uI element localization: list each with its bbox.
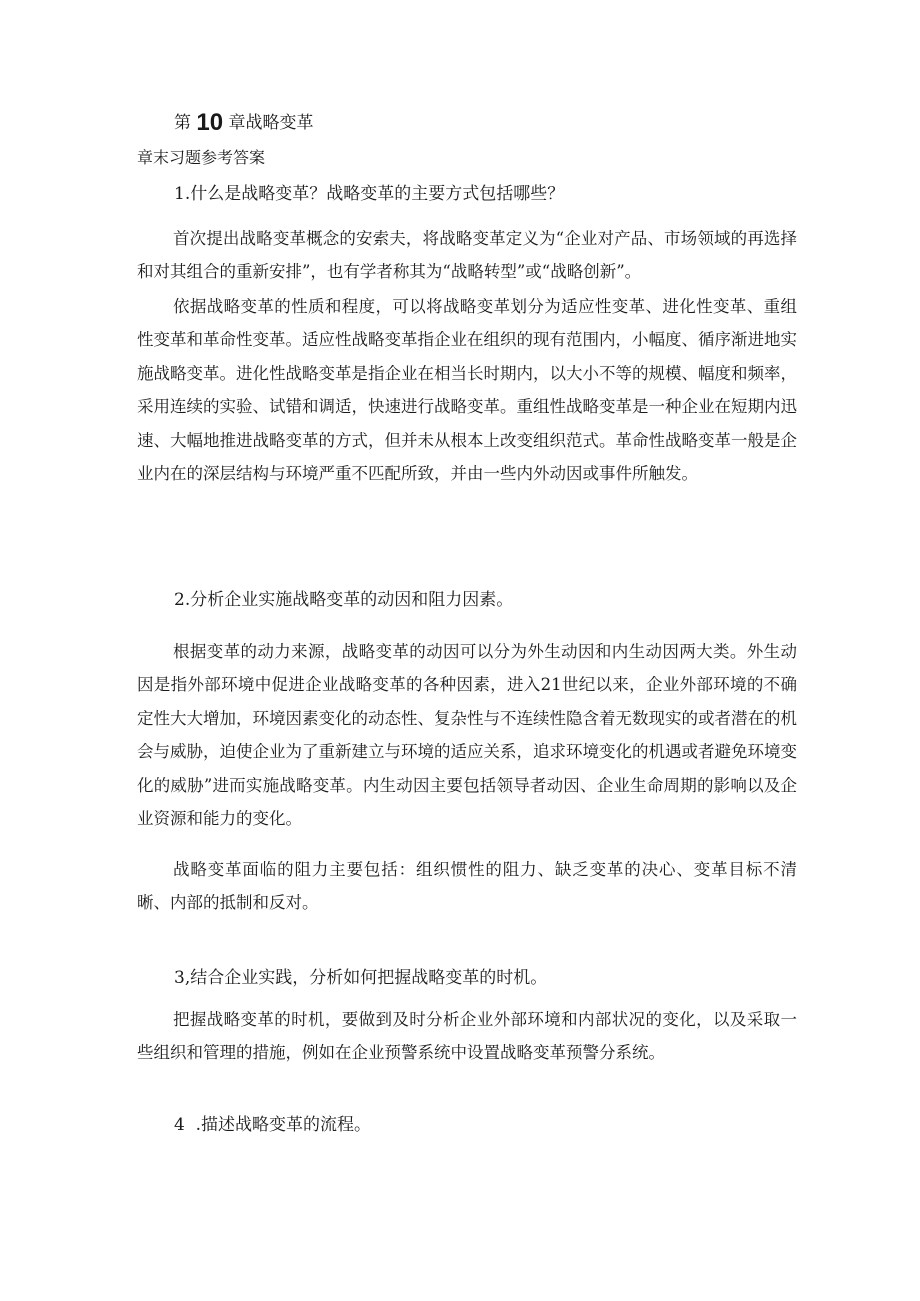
chapter-title: [174, 108, 314, 138]
question-4: 4 .描述战略变革的流程。: [174, 1115, 372, 1135]
question-3: 3,结合企业实践，分析如何把握战略变革的时机。: [174, 968, 548, 988]
question-1: 1.什么是战略变革？战略变革的主要方式包括哪些？: [174, 184, 565, 204]
answer-1-paragraph-1: 首次提出战略变革概念的安索夫，将战略变革定义为“企业对产品、市场领域的再选择和对其组合的重新安排”，也有学者称其为“战略转型”或“战略创新”。: [137, 229, 797, 282]
answer-3-paragraph-1: 把握战略变革的时机，要做到及时分析企业外部环境和内部状况的变化，以及采取一些组织和管理的措施，例如在企业预警系统中设置战略变革预警分系统。: [137, 1010, 797, 1063]
question-2: 2.分析企业实施战略变革的动因和阻力因素。: [174, 590, 514, 610]
answer-2-paragraph-1: 根据变革的动力来源，战略变革的动因可以分为外生动因和内生动因两大类。外生动因是指外部环境中促进企业战略变革的各种因素，进入21世纪以来，企业外部环境的不确定性大大增加，环境因素变化的动态性、复杂性与不连续性隐含着无数现实的或者潜在的机会与威胁，迫使企业为了重新建立与环境的适应关系，追求环境变化的机遇或者避免环境变化的威胁”进而实施战略变革。内生动因主要包括领导者动因、企业生命周期的影响以及企业资源和能力的变化。: [137, 642, 797, 829]
answer-2-paragraph-2: 战略变革面临的阻力主要包括：组织惯性的阻力、缺乏变革的决心、变革目标不清晰、内部的抵制和反对。: [137, 860, 797, 913]
chapter-prefix: 第: [174, 113, 191, 133]
document-subtitle: 章末习题参考答案: [137, 148, 266, 167]
chapter-number: 10: [196, 109, 224, 136]
answer-1-paragraph-2: 依据战略变革的性质和程度，可以将战略变革划分为适应性变革、进化性变革、重组性变革和革命性变革。适应性战略变革指企业在组织的现有范围内，小幅度、循序渐进地实施战略变革。进化性战略变革是指企业在相当长时期内，以大小不等的规模、幅度和频率，采用连续的实验、试错和调适，快速进行战略变革。重组性战略变革是一种企业在短期内迅速、大幅地推进战略变革的方式，但并未从根本上改变组织范式。革命性战略变革一般是企业内在的深层结构与环境严重不匹配所致，并由一些内外动因或事件所触发。: [137, 297, 797, 484]
chapter-name: 章战略变革: [228, 113, 314, 133]
